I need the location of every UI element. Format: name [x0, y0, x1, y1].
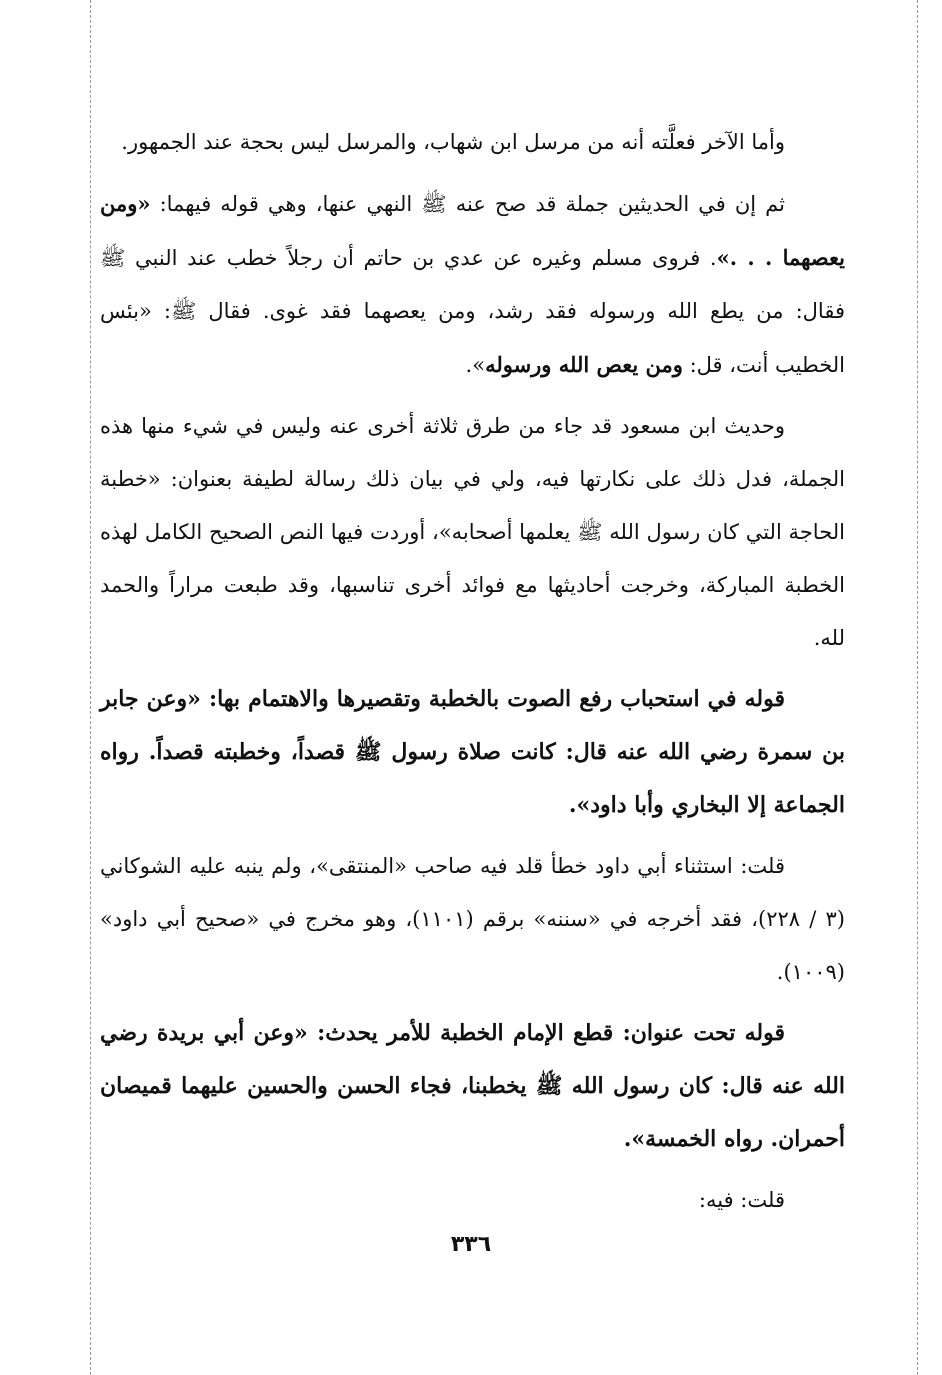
paragraph-6-quoted-text: قوله تحت عنوان: قطع الإمام الخطبة للأمر يحدث: «وعن أبي بريدة رضي الله عنه قال: كان رسول الله ﷺ يخطبنا، فجاء الحسن والحسين عليهما قميصان أحمران. رواه الخمسة».	[100, 1020, 845, 1152]
page-number: ٣٣٦	[450, 1232, 492, 1257]
paragraph-2-quote: «ومن يعصهما . . .»	[100, 191, 845, 270]
paragraph-1: وأما الآخر فعلَّته أنه من مرسل ابن شهاب، والمرسل ليس بحجة عند الجمهور.	[121, 130, 785, 154]
paragraph-2-part-c: . فروى مسلم وغيره عن عدي بن حاتم أن رجلاً خطب عند النبي ﷺ فقال: من يطع الله ورسوله فقد رشد، ومن يعصهما فقد غوى. فقال ﷺ: «بئس الخطيب أنت، قل:	[100, 246, 845, 377]
paragraph-2-bold-phrase: ومن يعص الله ورسوله	[485, 352, 683, 377]
document-page	[100, 116, 845, 1235]
paragraph-5: قلت: استثناء أبي داود خطأ قلد فيه صاحب «المنتقى»، ولم ينبه عليه الشوكاني (٣ / ٢٢٨)، فقد أخرجه في «سننه» برقم (١١٠١)، وهو مخرج في «صحيح أبي داود» (١٠٠٩).	[100, 854, 845, 984]
paragraph-2-part-e: ».	[465, 353, 486, 377]
margin-guide-left	[90, 0, 91, 1375]
paragraph-7: قلت: فيه:	[698, 1188, 785, 1212]
paragraph-4-quoted-text: قوله في استحباب رفع الصوت بالخطبة وتقصيرها والاهتمام بها: «وعن جابر بن سمرة رضي الله عنه قال: كانت صلاة رسول ﷺ قصداً، وخطبته قصداً. رواه الجماعة إلا البخاري وأبا داود».	[100, 686, 845, 818]
margin-guide-right	[917, 0, 918, 1375]
paragraph-3: وحديث ابن مسعود قد جاء من طرق ثلاثة أخرى عنه وليس في شيء منها هذه الجملة، فدل ذلك على نكارتها فيه، ولي في بيان ذلك رسالة لطيفة بعنوان: «خطبة الحاجة التي كان رسول الله ﷺ يعلمها أصحابه»، أوردت فيها النص الصحيح الكامل لهذه الخطبة المباركة، وخرجت أحاديثها مع فوائد أخرى تناسبها، وقد طبعت مراراً والحمد لله.	[100, 414, 845, 650]
paragraph-2	[100, 177, 845, 392]
paragraph-2-part-a: ثم إن في الحديثين جملة قد صح عنه ﷺ النهي عنها، وهي قوله فيهما:	[150, 192, 785, 216]
